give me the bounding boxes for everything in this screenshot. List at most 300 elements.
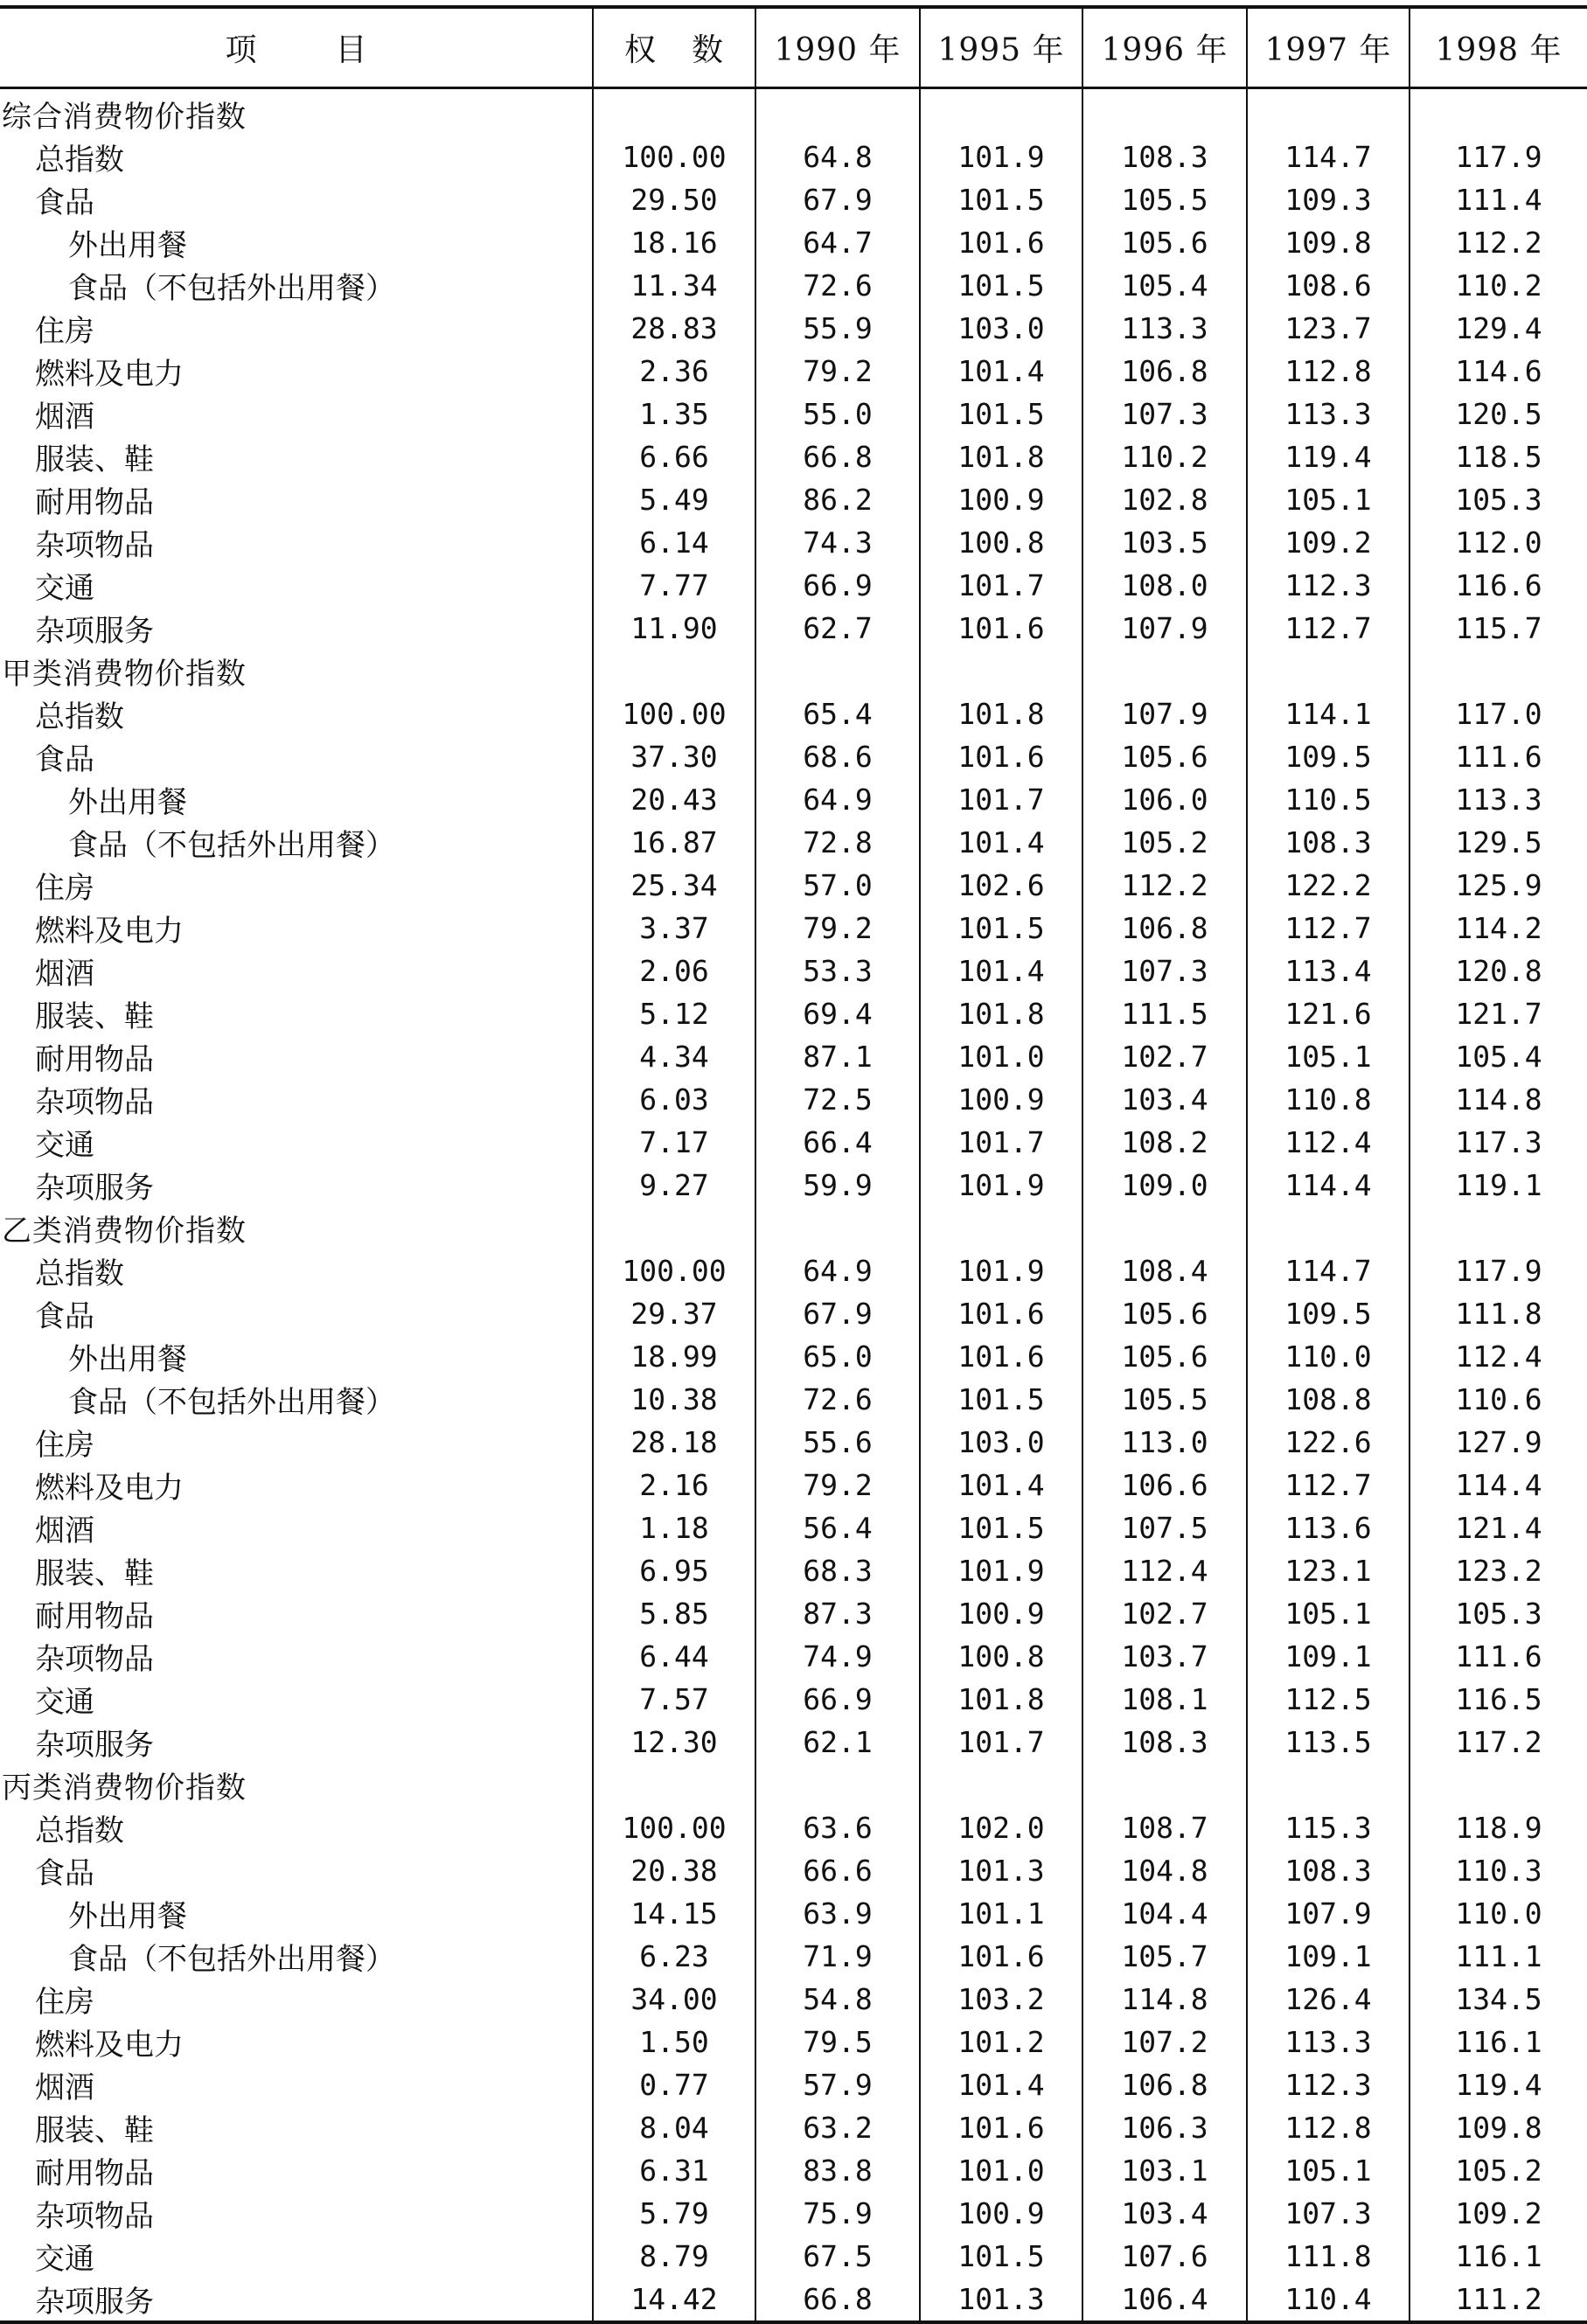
cell-y1990: 72.6 bbox=[755, 1378, 920, 1421]
cell-y1997: 121.6 bbox=[1247, 992, 1410, 1035]
cell-y1996: 112.2 bbox=[1082, 864, 1247, 907]
cell-y1990: 83.8 bbox=[755, 2149, 920, 2192]
item-label: 杂项物品 bbox=[35, 527, 154, 563]
cell-y1998: 129.4 bbox=[1410, 307, 1587, 350]
cell-y1998: 114.6 bbox=[1410, 350, 1587, 393]
item-label: 食品（不包括外出用餐） bbox=[68, 1384, 395, 1420]
cell-y1990: 66.6 bbox=[755, 1849, 920, 1892]
cell-y1998: 110.0 bbox=[1410, 1892, 1587, 1935]
cell-y1995: 103.0 bbox=[920, 307, 1082, 350]
item-label: 食品（不包括外出用餐） bbox=[68, 827, 395, 863]
cell-y1990: 54.8 bbox=[755, 1978, 920, 2021]
cell-y1998: 114.4 bbox=[1410, 1464, 1587, 1506]
table-row bbox=[0, 1421, 1587, 1464]
cell-y1996: 108.7 bbox=[1082, 1806, 1247, 1849]
cell-y1996: 106.8 bbox=[1082, 350, 1247, 393]
cell-y1990: 62.1 bbox=[755, 1721, 920, 1764]
cell-y1997: 119.4 bbox=[1247, 435, 1410, 478]
cell-y1995: 101.3 bbox=[920, 1849, 1082, 1892]
cell-y1997: 112.7 bbox=[1247, 907, 1410, 950]
cell-y1996: 109.0 bbox=[1082, 1164, 1247, 1207]
item-label: 杂项物品 bbox=[35, 1084, 154, 1120]
cell-weight: 18.99 bbox=[593, 1335, 755, 1378]
cell-weight: 37.30 bbox=[593, 735, 755, 778]
cell-y1996: 106.4 bbox=[1082, 2278, 1247, 2322]
table-row bbox=[0, 2192, 1587, 2235]
table-row bbox=[0, 393, 1587, 435]
cell-weight: 4.34 bbox=[593, 1035, 755, 1078]
table-row bbox=[0, 1592, 1587, 1635]
cell-y1997: 113.3 bbox=[1247, 2021, 1410, 2063]
cell-y1996: 108.3 bbox=[1082, 136, 1247, 178]
cell-y1997: 113.3 bbox=[1247, 393, 1410, 435]
header-year-1995: 1995 年 bbox=[920, 7, 1082, 87]
cell-weight: 7.77 bbox=[593, 564, 755, 607]
cell-y1995 bbox=[920, 87, 1082, 136]
cell-y1995: 101.6 bbox=[920, 607, 1082, 650]
cell-y1990: 71.9 bbox=[755, 1935, 920, 1978]
cell-y1997: 105.1 bbox=[1247, 1035, 1410, 1078]
table-row bbox=[0, 178, 1587, 221]
group-header-row bbox=[0, 1764, 1587, 1806]
cell-y1998: 117.2 bbox=[1410, 1721, 1587, 1764]
cell-y1990: 66.8 bbox=[755, 2278, 920, 2322]
cell-y1997: 122.2 bbox=[1247, 864, 1410, 907]
cell-y1990: 66.9 bbox=[755, 1678, 920, 1721]
group-header-row bbox=[0, 1207, 1587, 1249]
cell-y1990: 66.8 bbox=[755, 435, 920, 478]
cell-weight: 6.03 bbox=[593, 1078, 755, 1121]
cell-y1995: 100.9 bbox=[920, 1078, 1082, 1121]
cell-y1998: 113.3 bbox=[1410, 778, 1587, 821]
cell-y1995: 102.0 bbox=[920, 1806, 1082, 1849]
cell-y1996: 107.5 bbox=[1082, 1506, 1247, 1549]
item-label: 服装、鞋 bbox=[35, 2112, 154, 2148]
cell-weight: 6.23 bbox=[593, 1935, 755, 1978]
cell-y1997: 107.9 bbox=[1247, 1892, 1410, 1935]
header-year-1997: 1997 年 bbox=[1247, 7, 1410, 87]
header-weight bbox=[593, 7, 755, 87]
cell-y1996: 106.8 bbox=[1082, 907, 1247, 950]
cpi-table bbox=[0, 5, 1587, 2324]
cell-y1998: 119.4 bbox=[1410, 2063, 1587, 2106]
cell-y1995: 101.9 bbox=[920, 1249, 1082, 1292]
cell-weight bbox=[593, 1764, 755, 1806]
table-row bbox=[0, 2063, 1587, 2106]
cell-y1990: 53.3 bbox=[755, 950, 920, 992]
item-label: 杂项服务 bbox=[35, 613, 154, 649]
cell-y1998: 120.8 bbox=[1410, 950, 1587, 992]
cell-y1998 bbox=[1410, 87, 1587, 136]
cell-y1997: 113.5 bbox=[1247, 1721, 1410, 1764]
cell-weight: 1.18 bbox=[593, 1506, 755, 1549]
cell-y1990: 62.7 bbox=[755, 607, 920, 650]
cell-y1997: 110.8 bbox=[1247, 1078, 1410, 1121]
cell-weight: 3.37 bbox=[593, 907, 755, 950]
item-label: 耐用物品 bbox=[35, 1041, 154, 1077]
item-label: 燃料及电力 bbox=[35, 1470, 184, 1506]
cell-y1996: 108.2 bbox=[1082, 1121, 1247, 1164]
table-body bbox=[0, 87, 1587, 2322]
cell-y1995: 101.4 bbox=[920, 821, 1082, 864]
cell-weight: 20.38 bbox=[593, 1849, 755, 1892]
item-label: 食品 bbox=[35, 741, 94, 777]
cell-weight: 6.14 bbox=[593, 521, 755, 564]
item-label: 食品 bbox=[35, 184, 94, 220]
cell-y1990: 74.9 bbox=[755, 1635, 920, 1678]
cell-y1990: 64.8 bbox=[755, 136, 920, 178]
cell-y1990: 66.9 bbox=[755, 564, 920, 607]
cell-y1997: 109.3 bbox=[1247, 178, 1410, 221]
cell-y1990: 79.2 bbox=[755, 1464, 920, 1506]
cell-y1995: 101.8 bbox=[920, 1678, 1082, 1721]
cell-y1990: 63.2 bbox=[755, 2106, 920, 2149]
cell-y1998: 110.6 bbox=[1410, 1378, 1587, 1421]
table-row bbox=[0, 1035, 1587, 1078]
cell-y1995 bbox=[920, 1207, 1082, 1249]
group-label: 丙类消费物价指数 bbox=[2, 1770, 247, 1806]
cell-y1996: 107.9 bbox=[1082, 607, 1247, 650]
cell-y1990: 86.2 bbox=[755, 478, 920, 521]
cell-y1996: 107.3 bbox=[1082, 950, 1247, 992]
cell-weight bbox=[593, 87, 755, 136]
item-label: 总指数 bbox=[35, 142, 124, 177]
cell-y1995: 101.3 bbox=[920, 2278, 1082, 2322]
item-label: 住房 bbox=[35, 870, 94, 906]
cell-y1998 bbox=[1410, 1764, 1587, 1806]
cell-weight bbox=[593, 650, 755, 692]
item-label: 交通 bbox=[35, 570, 94, 606]
item-label: 杂项服务 bbox=[35, 1727, 154, 1763]
table-row bbox=[0, 136, 1587, 178]
table-row bbox=[0, 2021, 1587, 2063]
cell-y1996: 111.5 bbox=[1082, 992, 1247, 1035]
cell-weight bbox=[593, 1207, 755, 1249]
cell-y1995: 101.0 bbox=[920, 1035, 1082, 1078]
group-label: 综合消费物价指数 bbox=[2, 99, 247, 135]
cell-weight: 12.30 bbox=[593, 1721, 755, 1764]
item-label: 烟酒 bbox=[35, 2070, 94, 2105]
cell-y1997: 114.1 bbox=[1247, 692, 1410, 735]
item-label: 总指数 bbox=[35, 1256, 124, 1291]
cell-y1990: 87.1 bbox=[755, 1035, 920, 1078]
cell-weight: 5.85 bbox=[593, 1592, 755, 1635]
cell-y1990: 64.9 bbox=[755, 1249, 920, 1292]
cell-y1990: 57.9 bbox=[755, 2063, 920, 2106]
cell-y1998: 123.2 bbox=[1410, 1549, 1587, 1592]
table-row bbox=[0, 1464, 1587, 1506]
item-label: 外出用餐 bbox=[68, 1898, 187, 1934]
cell-y1990: 63.9 bbox=[755, 1892, 920, 1935]
cell-y1990: 79.2 bbox=[755, 907, 920, 950]
cell-y1996: 106.8 bbox=[1082, 2063, 1247, 2106]
item-label: 食品（不包括外出用餐） bbox=[68, 270, 395, 306]
cell-y1998: 120.5 bbox=[1410, 393, 1587, 435]
cell-y1995: 101.4 bbox=[920, 1464, 1082, 1506]
cell-y1998: 111.2 bbox=[1410, 2278, 1587, 2322]
cell-y1998: 112.0 bbox=[1410, 521, 1587, 564]
header-year-1990: 1990 年 bbox=[755, 7, 920, 87]
cell-y1997: 108.3 bbox=[1247, 821, 1410, 864]
cell-y1998: 105.2 bbox=[1410, 2149, 1587, 2192]
cell-y1996: 107.3 bbox=[1082, 393, 1247, 435]
cell-y1996: 106.6 bbox=[1082, 1464, 1247, 1506]
cell-y1997: 112.8 bbox=[1247, 350, 1410, 393]
cell-weight: 6.31 bbox=[593, 2149, 755, 2192]
table-row bbox=[0, 1806, 1587, 1849]
cell-weight: 2.36 bbox=[593, 350, 755, 393]
cell-y1997: 105.1 bbox=[1247, 478, 1410, 521]
cell-weight: 5.49 bbox=[593, 478, 755, 521]
table-row bbox=[0, 1078, 1587, 1121]
cell-y1995: 101.9 bbox=[920, 136, 1082, 178]
table-row bbox=[0, 564, 1587, 607]
table-header bbox=[0, 7, 1587, 87]
cell-y1998: 116.1 bbox=[1410, 2021, 1587, 2063]
group-header-row bbox=[0, 87, 1587, 136]
cell-y1997: 109.5 bbox=[1247, 735, 1410, 778]
cell-y1996: 102.7 bbox=[1082, 1592, 1247, 1635]
cell-y1995: 101.5 bbox=[920, 393, 1082, 435]
cell-y1997: 108.8 bbox=[1247, 1378, 1410, 1421]
cell-y1995: 101.6 bbox=[920, 735, 1082, 778]
item-label: 交通 bbox=[35, 2241, 94, 2277]
cell-y1995: 102.6 bbox=[920, 864, 1082, 907]
item-label: 烟酒 bbox=[35, 1513, 94, 1548]
cell-y1998: 111.8 bbox=[1410, 1292, 1587, 1335]
cell-y1997: 113.4 bbox=[1247, 950, 1410, 992]
cell-y1995: 100.9 bbox=[920, 1592, 1082, 1635]
table-row bbox=[0, 307, 1587, 350]
cell-y1998: 109.8 bbox=[1410, 2106, 1587, 2149]
cell-y1998: 129.5 bbox=[1410, 821, 1587, 864]
cell-y1995: 101.4 bbox=[920, 2063, 1082, 2106]
cell-y1990: 87.3 bbox=[755, 1592, 920, 1635]
cell-y1995: 101.5 bbox=[920, 907, 1082, 950]
table-row bbox=[0, 1506, 1587, 1549]
cell-y1998: 111.6 bbox=[1410, 1635, 1587, 1678]
cell-y1997: 110.5 bbox=[1247, 778, 1410, 821]
table-row bbox=[0, 950, 1587, 992]
cell-weight: 6.44 bbox=[593, 1635, 755, 1678]
cell-y1998: 118.9 bbox=[1410, 1806, 1587, 1849]
cell-y1990: 55.0 bbox=[755, 393, 920, 435]
cell-y1996: 103.4 bbox=[1082, 1078, 1247, 1121]
cell-y1996 bbox=[1082, 87, 1247, 136]
cell-y1995: 101.9 bbox=[920, 1549, 1082, 1592]
cell-y1997: 108.6 bbox=[1247, 264, 1410, 307]
cell-y1996: 113.0 bbox=[1082, 1421, 1247, 1464]
table-row bbox=[0, 1849, 1587, 1892]
cell-y1997: 114.7 bbox=[1247, 1249, 1410, 1292]
table-row bbox=[0, 1378, 1587, 1421]
cell-y1998: 117.9 bbox=[1410, 1249, 1587, 1292]
cell-y1996: 105.6 bbox=[1082, 1292, 1247, 1335]
cell-y1990: 57.0 bbox=[755, 864, 920, 907]
cell-y1997 bbox=[1247, 87, 1410, 136]
cell-y1995: 101.5 bbox=[920, 178, 1082, 221]
cell-y1997: 107.3 bbox=[1247, 2192, 1410, 2235]
cell-y1996 bbox=[1082, 1207, 1247, 1249]
item-label: 食品（不包括外出用餐） bbox=[68, 1941, 395, 1977]
table-row bbox=[0, 2106, 1587, 2149]
cell-y1995: 101.6 bbox=[920, 2106, 1082, 2149]
table-row bbox=[0, 1935, 1587, 1978]
item-label: 耐用物品 bbox=[35, 484, 154, 520]
cell-y1998: 111.1 bbox=[1410, 1935, 1587, 1978]
cell-y1996 bbox=[1082, 650, 1247, 692]
cell-weight: 100.00 bbox=[593, 1249, 755, 1292]
item-label: 服装、鞋 bbox=[35, 998, 154, 1034]
cell-y1997: 113.6 bbox=[1247, 1506, 1410, 1549]
table-row bbox=[0, 1164, 1587, 1207]
cell-y1997: 112.3 bbox=[1247, 2063, 1410, 2106]
cell-weight: 8.79 bbox=[593, 2235, 755, 2278]
table-row bbox=[0, 821, 1587, 864]
cell-y1996: 106.3 bbox=[1082, 2106, 1247, 2149]
cell-weight: 16.87 bbox=[593, 821, 755, 864]
cell-weight: 11.34 bbox=[593, 264, 755, 307]
item-label: 总指数 bbox=[35, 699, 124, 734]
cell-weight: 0.77 bbox=[593, 2063, 755, 2106]
cell-y1990: 59.9 bbox=[755, 1164, 920, 1207]
cell-y1995: 101.6 bbox=[920, 1935, 1082, 1978]
cell-weight: 29.37 bbox=[593, 1292, 755, 1335]
item-label: 燃料及电力 bbox=[35, 356, 184, 392]
cell-y1995: 101.0 bbox=[920, 2149, 1082, 2192]
cell-y1996: 105.5 bbox=[1082, 1378, 1247, 1421]
group-label: 乙类消费物价指数 bbox=[2, 1213, 247, 1249]
cell-y1995: 101.7 bbox=[920, 1721, 1082, 1764]
cell-y1997: 115.3 bbox=[1247, 1806, 1410, 1849]
cell-y1996: 105.5 bbox=[1082, 178, 1247, 221]
cell-y1997 bbox=[1247, 1207, 1410, 1249]
item-label: 燃料及电力 bbox=[35, 913, 184, 949]
cell-y1997: 114.7 bbox=[1247, 136, 1410, 178]
cell-weight: 10.38 bbox=[593, 1378, 755, 1421]
cell-y1995 bbox=[920, 650, 1082, 692]
table-row bbox=[0, 735, 1587, 778]
cell-y1997: 123.7 bbox=[1247, 307, 1410, 350]
cell-weight: 100.00 bbox=[593, 136, 755, 178]
cell-y1995: 101.4 bbox=[920, 350, 1082, 393]
cell-y1996: 105.7 bbox=[1082, 1935, 1247, 1978]
cell-weight: 29.50 bbox=[593, 178, 755, 221]
cell-y1996: 103.5 bbox=[1082, 521, 1247, 564]
header-year-1996: 1996 年 bbox=[1082, 7, 1247, 87]
item-label: 杂项物品 bbox=[35, 1641, 154, 1677]
table-row bbox=[0, 350, 1587, 393]
table-row bbox=[0, 1721, 1587, 1764]
cell-y1998: 114.8 bbox=[1410, 1078, 1587, 1121]
cell-y1995: 101.1 bbox=[920, 1892, 1082, 1935]
cell-weight: 9.27 bbox=[593, 1164, 755, 1207]
item-label: 烟酒 bbox=[35, 956, 94, 992]
cell-y1998: 125.9 bbox=[1410, 864, 1587, 907]
cell-y1997: 109.8 bbox=[1247, 221, 1410, 264]
cell-y1998: 110.3 bbox=[1410, 1849, 1587, 1892]
table-row bbox=[0, 2235, 1587, 2278]
cell-y1995: 101.4 bbox=[920, 950, 1082, 992]
item-label: 服装、鞋 bbox=[35, 442, 154, 477]
cell-y1990: 79.5 bbox=[755, 2021, 920, 2063]
cell-weight: 28.18 bbox=[593, 1421, 755, 1464]
item-label: 总指数 bbox=[35, 1813, 124, 1848]
cell-y1990: 64.7 bbox=[755, 221, 920, 264]
cell-y1995: 101.8 bbox=[920, 992, 1082, 1035]
item-label: 住房 bbox=[35, 1427, 94, 1463]
table-row bbox=[0, 1892, 1587, 1935]
cell-y1995: 100.9 bbox=[920, 2192, 1082, 2235]
cell-y1997: 108.3 bbox=[1247, 1849, 1410, 1892]
table-row bbox=[0, 435, 1587, 478]
group-label: 甲类消费物价指数 bbox=[2, 656, 247, 692]
table-row bbox=[0, 992, 1587, 1035]
cell-y1996: 103.7 bbox=[1082, 1635, 1247, 1678]
cell-y1995: 101.7 bbox=[920, 564, 1082, 607]
header-item bbox=[0, 7, 593, 87]
cell-y1990 bbox=[755, 1764, 920, 1806]
cell-y1997: 105.1 bbox=[1247, 2149, 1410, 2192]
cell-y1997: 109.1 bbox=[1247, 1635, 1410, 1678]
cell-y1998: 111.4 bbox=[1410, 178, 1587, 221]
cell-y1998: 117.9 bbox=[1410, 136, 1587, 178]
cell-y1990 bbox=[755, 1207, 920, 1249]
table-row bbox=[0, 1249, 1587, 1292]
cell-y1995: 103.2 bbox=[920, 1978, 1082, 2021]
cell-y1996: 102.8 bbox=[1082, 478, 1247, 521]
item-label: 耐用物品 bbox=[35, 2155, 154, 2191]
item-label: 杂项服务 bbox=[0, 2278, 593, 2322]
table-row bbox=[0, 1635, 1587, 1678]
cell-y1990: 67.5 bbox=[755, 2235, 920, 2278]
cell-y1997: 123.1 bbox=[1247, 1549, 1410, 1592]
cell-y1998: 105.3 bbox=[1410, 1592, 1587, 1635]
table-row bbox=[0, 778, 1587, 821]
cell-y1990: 72.8 bbox=[755, 821, 920, 864]
header-row bbox=[0, 7, 1587, 87]
cell-y1997: 110.4 bbox=[1247, 2278, 1410, 2322]
cell-y1995: 101.2 bbox=[920, 2021, 1082, 2063]
cell-y1998: 112.4 bbox=[1410, 1335, 1587, 1378]
cell-weight: 25.34 bbox=[593, 864, 755, 907]
item-label: 食品 bbox=[35, 1298, 94, 1334]
cell-y1998: 127.9 bbox=[1410, 1421, 1587, 1464]
item-label: 耐用物品 bbox=[35, 1598, 154, 1634]
cell-weight: 11.90 bbox=[593, 607, 755, 650]
item-label: 外出用餐 bbox=[68, 784, 187, 820]
cell-y1990: 69.4 bbox=[755, 992, 920, 1035]
cell-y1998: 112.2 bbox=[1410, 221, 1587, 264]
cell-y1990: 55.6 bbox=[755, 1421, 920, 1464]
cell-y1996: 104.4 bbox=[1082, 1892, 1247, 1935]
table-row bbox=[0, 1549, 1587, 1592]
cell-y1996: 108.3 bbox=[1082, 1721, 1247, 1764]
cell-y1998: 134.5 bbox=[1410, 1978, 1587, 2021]
group-header-row bbox=[0, 650, 1587, 692]
cell-y1996: 103.4 bbox=[1082, 2192, 1247, 2235]
cell-y1998: 116.5 bbox=[1410, 1678, 1587, 1721]
item-label: 住房 bbox=[35, 313, 94, 349]
cell-y1996: 105.6 bbox=[1082, 1335, 1247, 1378]
cell-weight: 2.16 bbox=[593, 1464, 755, 1506]
cell-y1997: 109.5 bbox=[1247, 1292, 1410, 1335]
cell-y1990: 67.9 bbox=[755, 1292, 920, 1335]
cell-y1996: 103.1 bbox=[1082, 2149, 1247, 2192]
cell-y1998: 105.4 bbox=[1410, 1035, 1587, 1078]
cell-y1997: 110.0 bbox=[1247, 1335, 1410, 1378]
cell-y1998: 117.0 bbox=[1410, 692, 1587, 735]
